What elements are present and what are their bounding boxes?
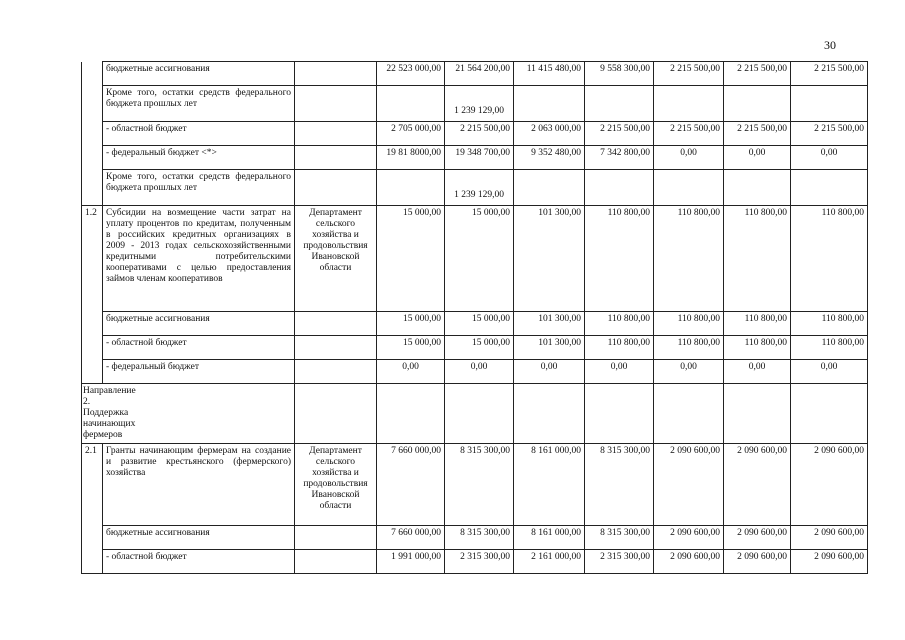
value-cell: 15 000,00: [445, 206, 514, 312]
value-cell: 110 800,00: [654, 336, 724, 360]
value-cell: 2 090 600,00: [791, 550, 868, 574]
row-executor: [295, 146, 377, 170]
row-index: [82, 526, 103, 550]
value-cell: [514, 86, 585, 122]
row-index: [82, 170, 103, 206]
value-cell: 0,00: [724, 360, 791, 384]
row-name: Кроме того, остатки средств федерального бюджета прошлых лет: [103, 170, 295, 206]
table-row: [82, 86, 868, 122]
row-executor: [295, 62, 377, 86]
value-cell: 0,00: [585, 360, 654, 384]
value-cell: 7 660 000,00: [377, 526, 445, 550]
row-executor: Департамент сельского хозяйства и продовольствия Ивановской области: [295, 206, 377, 312]
value-cell: 8 161 000,00: [514, 444, 585, 526]
value-cell: 101 300,00: [514, 312, 585, 336]
value-cell: [585, 86, 654, 122]
value-cell: 8 315 300,00: [445, 444, 514, 526]
page-number: 30: [824, 38, 836, 52]
table-row: [82, 146, 868, 170]
value-cell: 8 315 300,00: [585, 526, 654, 550]
table-row: [82, 206, 868, 312]
value-cell: 110 800,00: [654, 206, 724, 312]
value-cell: 0,00: [654, 146, 724, 170]
section-row: [82, 384, 868, 444]
value-cell: 2 090 600,00: [724, 444, 791, 526]
row-name: бюджетные ассигнования: [103, 62, 295, 86]
value-cell: 110 800,00: [585, 312, 654, 336]
value-cell: 2 215 500,00: [585, 122, 654, 146]
value-cell: 8 161 000,00: [514, 526, 585, 550]
value-cell: 0,00: [377, 360, 445, 384]
row-index: [82, 550, 103, 574]
value-cell: [654, 384, 724, 444]
value-cell: 2 090 600,00: [654, 444, 724, 526]
value-cell: 22 523 000,00: [377, 62, 445, 86]
value-cell: 2 215 500,00: [724, 122, 791, 146]
table-row: [82, 444, 868, 526]
row-executor: [295, 122, 377, 146]
row-name: Кроме того, остатки средств федерального бюджета прошлых лет: [103, 86, 295, 122]
row-index: [82, 336, 103, 360]
table-row: [82, 336, 868, 360]
value-cell: [654, 170, 724, 206]
row-executor: [295, 336, 377, 360]
value-cell: [791, 384, 868, 444]
value-cell: 7 342 800,00: [585, 146, 654, 170]
row-index: [82, 86, 103, 122]
value-cell: [724, 86, 791, 122]
value-cell: 110 800,00: [724, 312, 791, 336]
value-cell: 110 800,00: [791, 336, 868, 360]
value-cell: 9 352 480,00: [514, 146, 585, 170]
row-executor: [295, 170, 377, 206]
value-cell: [791, 170, 868, 206]
value-cell: 8 315 300,00: [585, 444, 654, 526]
value-cell: [654, 86, 724, 122]
value-cell: 15 000,00: [445, 336, 514, 360]
value-cell: 9 558 300,00: [585, 62, 654, 86]
budget-table: [81, 61, 868, 574]
value-cell: 11 415 480,00: [514, 62, 585, 86]
table-row: [82, 122, 868, 146]
value-cell: 2 090 600,00: [654, 526, 724, 550]
section-heading: Направление 2. Поддержка начинающих фермеров: [82, 384, 295, 444]
value-cell: 2 063 000,00: [514, 122, 585, 146]
value-cell: 110 800,00: [654, 312, 724, 336]
table-row: [82, 170, 868, 206]
row-executor: [295, 550, 377, 574]
value-cell: 110 800,00: [585, 336, 654, 360]
value-cell: [377, 170, 445, 206]
row-name: - областной бюджет: [103, 336, 295, 360]
value-cell: 1 239 129,00: [445, 86, 514, 122]
value-cell: 0,00: [791, 360, 868, 384]
value-cell: 110 800,00: [724, 206, 791, 312]
table-row: [82, 526, 868, 550]
value-cell: 2 215 500,00: [791, 62, 868, 86]
value-cell: 21 564 200,00: [445, 62, 514, 86]
row-name: Гранты начинающим фермерам на создание и развитие крестьянского (фермерского) хозяйства: [103, 444, 295, 526]
value-cell: 101 300,00: [514, 206, 585, 312]
value-cell: 0,00: [514, 360, 585, 384]
value-cell: [724, 384, 791, 444]
value-cell: 2 090 600,00: [724, 526, 791, 550]
row-index: [82, 62, 103, 86]
value-cell: 2 090 600,00: [791, 444, 868, 526]
value-cell: [514, 384, 585, 444]
row-executor: [295, 384, 377, 444]
value-cell: 2 215 500,00: [654, 62, 724, 86]
value-cell: 15 000,00: [445, 312, 514, 336]
value-cell: 19 348 700,00: [445, 146, 514, 170]
row-index: [82, 360, 103, 384]
row-name: бюджетные ассигнования: [103, 312, 295, 336]
value-cell: 8 315 300,00: [445, 526, 514, 550]
value-cell: 110 800,00: [724, 336, 791, 360]
value-cell: 2 215 500,00: [724, 62, 791, 86]
value-cell: 7 660 000,00: [377, 444, 445, 526]
row-index: [82, 122, 103, 146]
table-row: [82, 312, 868, 336]
table-row: [82, 360, 868, 384]
value-cell: 101 300,00: [514, 336, 585, 360]
row-name: - федеральный бюджет: [103, 360, 295, 384]
row-name: - федеральный бюджет <*>: [103, 146, 295, 170]
value-cell: [585, 384, 654, 444]
value-cell: [791, 86, 868, 122]
value-cell: 2 215 500,00: [791, 122, 868, 146]
value-cell: 0,00: [445, 360, 514, 384]
value-cell: 2 161 000,00: [514, 550, 585, 574]
row-index: 1.2: [82, 206, 103, 312]
row-executor: [295, 360, 377, 384]
value-cell: [724, 170, 791, 206]
table-row: [82, 550, 868, 574]
value-cell: 2 215 500,00: [445, 122, 514, 146]
value-cell: 15 000,00: [377, 336, 445, 360]
value-cell: 19 81 8000,00: [377, 146, 445, 170]
row-index: 2.1: [82, 444, 103, 526]
value-cell: [445, 384, 514, 444]
row-executor: [295, 312, 377, 336]
value-cell: 110 800,00: [791, 312, 868, 336]
value-cell: 0,00: [724, 146, 791, 170]
row-executor: [295, 86, 377, 122]
row-executor: Департамент сельского хозяйства и продовольствия Ивановской области: [295, 444, 377, 526]
value-cell: 2 215 500,00: [654, 122, 724, 146]
value-cell: 1 991 000,00: [377, 550, 445, 574]
value-cell: 2 090 600,00: [724, 550, 791, 574]
row-index: [82, 146, 103, 170]
value-cell: 15 000,00: [377, 206, 445, 312]
value-cell: 0,00: [654, 360, 724, 384]
value-cell: 0,00: [791, 146, 868, 170]
row-name: - областной бюджет: [103, 122, 295, 146]
row-name: бюджетные ассигнования: [103, 526, 295, 550]
value-cell: [585, 170, 654, 206]
table-row: [82, 62, 868, 86]
value-cell: 110 800,00: [791, 206, 868, 312]
value-cell: 2 705 000,00: [377, 122, 445, 146]
value-cell: [377, 86, 445, 122]
value-cell: 2 315 300,00: [585, 550, 654, 574]
value-cell: 15 000,00: [377, 312, 445, 336]
value-cell: 110 800,00: [585, 206, 654, 312]
value-cell: [514, 170, 585, 206]
row-index: [82, 312, 103, 336]
row-executor: [295, 526, 377, 550]
value-cell: 2 090 600,00: [654, 550, 724, 574]
value-cell: 2 315 300,00: [445, 550, 514, 574]
value-cell: 2 090 600,00: [791, 526, 868, 550]
row-name: - областной бюджет: [103, 550, 295, 574]
value-cell: [377, 384, 445, 444]
value-cell: 1 239 129,00: [445, 170, 514, 206]
row-name: Субсидии на возмещение части затрат на уплату процентов по кредитам, полученным в российских кредитных организациях в 2009 - 2013 годах сельскохозяйственными кредитными потребительскими кооперативами с целью предоставления займов членам кооперативов: [103, 206, 295, 312]
